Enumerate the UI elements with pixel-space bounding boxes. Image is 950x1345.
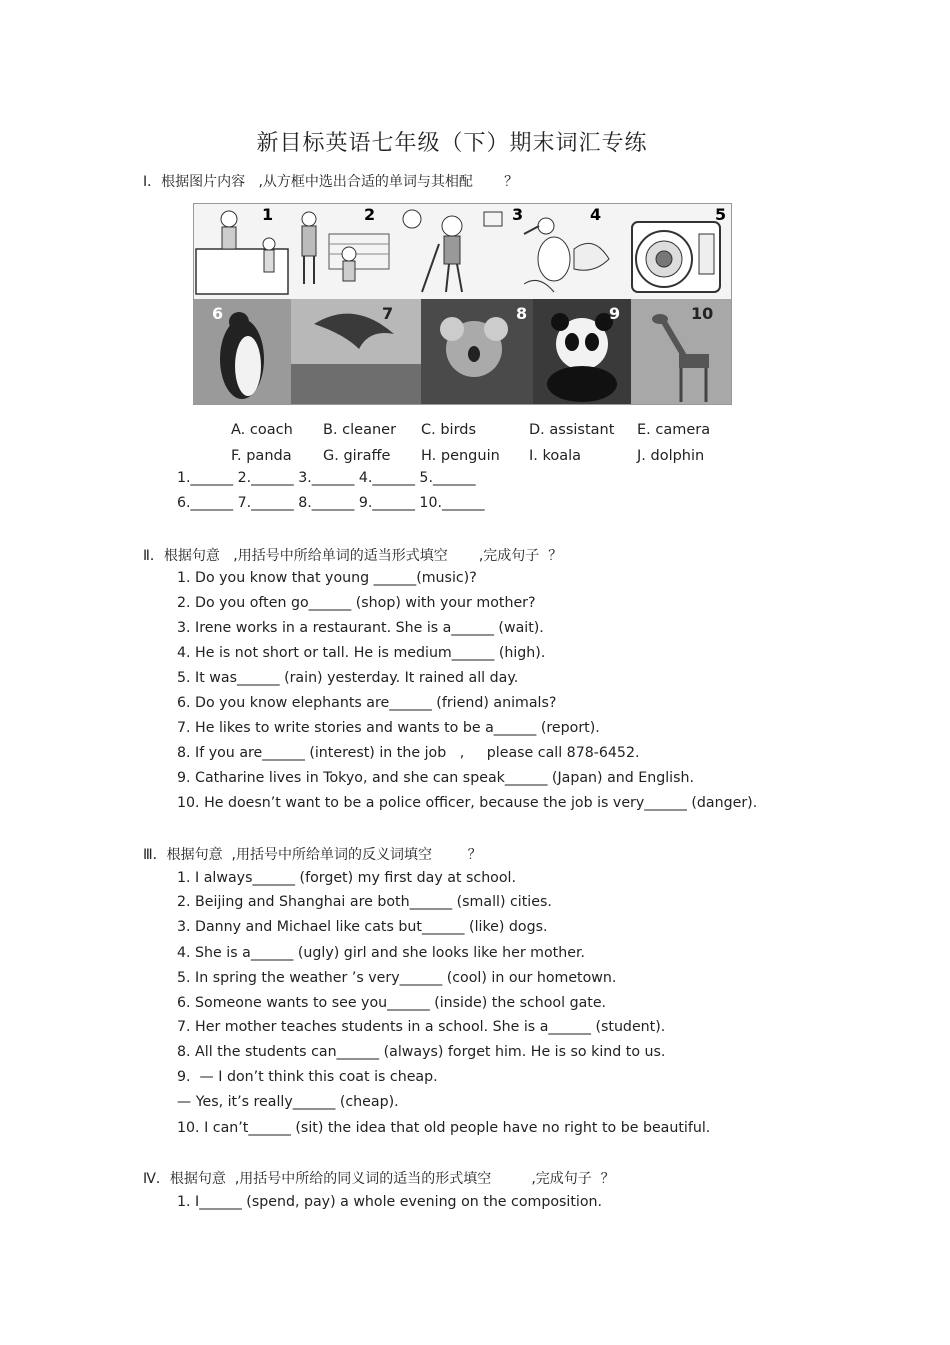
option-j: J. dolphin	[637, 448, 705, 464]
option-d: D. assistant	[529, 422, 615, 438]
exercise-item: — Yes, it’s really______ (cheap).	[177, 1094, 399, 1110]
section2-heading: Ⅱ．根据句意 ,用括号中所给单词的适当形式填空 ,完成句子 ？	[143, 548, 563, 564]
option-h: H. penguin	[421, 448, 500, 464]
exercise-item: 5. It was______ (rain) yesterday. It rained all day.	[177, 670, 519, 686]
picture-number: 9	[609, 304, 621, 323]
exercise-item: 9. Catharine lives in Tokyo, and she can speak______ (Japan) and English.	[177, 770, 695, 786]
exercise-item: 10. He doesn’t want to be a police officer, because the job is very______ (danger).	[177, 795, 758, 811]
section4-heading: Ⅳ．根据句意 ,用括号中所给的同义词的适当的形式填空 ,完成句子 ？	[143, 1171, 615, 1187]
picture-number: 5	[715, 205, 727, 224]
option-e: E. camera	[637, 422, 711, 438]
picture-illustrations	[194, 204, 731, 404]
exercise-item: 10. I can’t______ (sit) the idea that old people have no right to be beautiful.	[177, 1120, 711, 1136]
exercise-item: 3. Irene works in a restaurant. She is a______ (wait).	[177, 620, 544, 636]
exercise-item: 1. I______ (spend, pay) a whole evening on the composition.	[177, 1194, 603, 1210]
exercise-item: 1. Do you know that young ______(music)?	[177, 570, 477, 586]
exercise-item: 8. All the students can______ (always) forget him. He is so kind to us.	[177, 1044, 666, 1060]
exercise-item: 8. If you are______ (interest) in the job , please call 878-6452.	[177, 745, 640, 761]
picture-number: 1	[262, 205, 274, 224]
exercise-item: 4. She is a______ (ugly) girl and she looks like her mother.	[177, 945, 585, 961]
option-a: A. coach	[231, 422, 293, 438]
exercise-item: 7. He likes to write stories and wants to be a______ (report).	[177, 720, 600, 736]
picture-number: 2	[364, 205, 376, 224]
answer-blanks-row1: 1.______ 2.______ 3.______ 4.______ 5.______	[177, 470, 476, 486]
page-title: 新目标英语七年级（下）期末词汇专练	[256, 131, 648, 156]
picture-number: 6	[212, 304, 224, 323]
picture-number: 7	[382, 304, 394, 323]
section1-heading: Ⅰ．根据图片内容 ,从方框中选出合适的单词与其相配 ？	[143, 174, 519, 190]
exercise-item: 5. In spring the weather ’s very______ (cool) in our hometown.	[177, 970, 617, 986]
option-g: G. giraffe	[323, 448, 391, 464]
exercise-item: 2. Beijing and Shanghai are both______ (small) cities.	[177, 894, 552, 910]
exercise-item: 2. Do you often go______ (shop) with your mother?	[177, 595, 536, 611]
exercise-item: 6. Someone wants to see you______ (inside) the school gate.	[177, 995, 607, 1011]
exercise-item: 3. Danny and Michael like cats but______ (like) dogs.	[177, 919, 548, 935]
picture-number: 3	[512, 205, 524, 224]
option-b: B. cleaner	[323, 422, 397, 438]
picture-number: 8	[516, 304, 528, 323]
exercise-item: 7. Her mother teaches students in a school. She is a______ (student).	[177, 1019, 666, 1035]
option-c: C. birds	[421, 422, 477, 438]
exercise-item: 6. Do you know elephants are______ (friend) animals?	[177, 695, 557, 711]
exercise-item: 9. — I don’t think this coat is cheap.	[177, 1069, 438, 1085]
answer-blanks-row2: 6.______ 7.______ 8.______ 9.______ 10.______	[177, 495, 485, 511]
exercise-item: 1. I always______ (forget) my first day at school.	[177, 870, 516, 886]
section3-heading: Ⅲ．根据句意 ,用括号中所给单词的反义词填空 ？	[143, 847, 482, 863]
option-f: F. panda	[231, 448, 292, 464]
picture-number: 10	[691, 304, 714, 323]
camera-cartoon	[632, 222, 720, 292]
picture-number: 4	[590, 205, 602, 224]
option-i: I. koala	[529, 448, 582, 464]
picture-box	[193, 203, 732, 405]
exercise-item: 4. He is not short or tall. He is medium______ (high).	[177, 645, 546, 661]
